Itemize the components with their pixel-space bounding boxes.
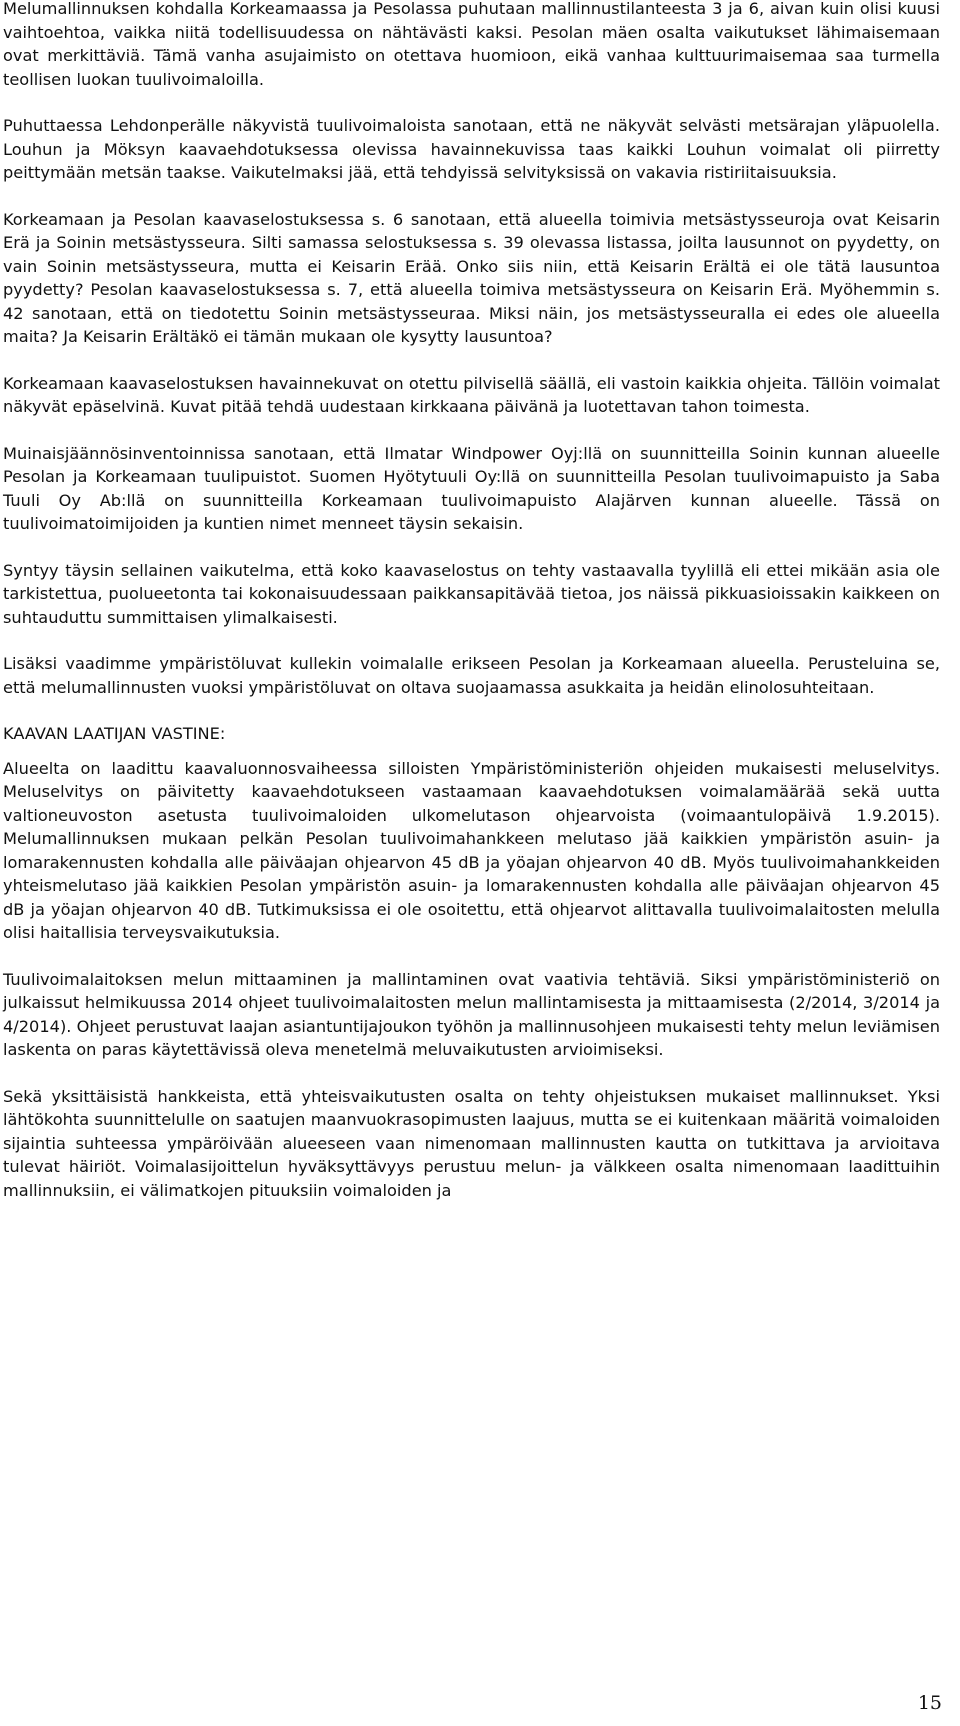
paragraph-photomontages: Korkeamaan kaavaselostuksen havainnekuvat on otettu pilvisellä säällä, eli vastoin kaikkia ohjeita. Tällöin voimalat näkyvät epäselvinä. Kuvat pitää tehdä uudestaan kirkkaana päivänä ja luotettavan tahon toimesta. bbox=[3, 373, 940, 416]
page-number: 15 bbox=[917, 1692, 942, 1714]
paragraph-lehdonpera-visibility: Puhuttaessa Lehdonperälle näkyvistä tuulivoimaloista sanotaan, että ne näkyvät selvästi metsärajan yläpuolella. Louhun ja Möksyn kaavaehdotuksessa olevissa havainnekuvissa taas kaikki Louhun voimalat oli piirretty peittymään metsän taakse. Vaikutelmaksi jää, että tehdyissä selvityksissä on vakavia ristiriitaisuuksia. bbox=[3, 116, 940, 182]
paragraph-environmental-permits: Lisäksi vaadimme ympäristöluvat kullekin voimalalle erikseen Pesolan ja Korkeamaan alueella. Perusteluina se, että melumallinnusten vuoksi ympäristöluvat on oltava suojaamassa asukkaita ja heidän elinolosuhteitaan. bbox=[3, 654, 940, 697]
paragraph-noise-modelling: Melumallinnuksen kohdalla Korkeamaassa ja Pesolassa puhutaan mallinnustilanteesta 3 ja 6, aivan kuin olisi kuusi vaihtoehtoa, vaikka niitä todellisuudessa on nähtävästi kaksi. Pesolan mäen osalta vaikutukset lähimaisemaan ovat merkittäviä. Tämä vanha asujaimisto on otettava huomioon, eikä vanhaa kulttuurimaisemaa saa turmella teollisen luokan tuulivoimaloilla. bbox=[3, 0, 940, 89]
paragraph-hunting-clubs: Korkeamaan ja Pesolan kaavaselostuksessa s. 6 sanotaan, että alueella toimivia metsästysseuroja ovat Keisarin Erä ja Soinin metsästysseura. Silti samassa selostuksessa s. 39 olevassa listassa, joilta lausunnot on pyydetty, on vain Soinin metsästysseura, mutta ei Keisarin Erää. Onko siis niin, että Keisarin Erältä ei ole tätä lausuntoa pyydetty? Pesolan kaavaselostuksessa s. 7, että alueella toimiva metsästysseura on Keisarin Erä. Myöhemmin s. 42 sanotaan, että on tiedotettu Soinin metsästysseuraa. Miksi näin, jos metsästysseuralla ei edes ole alueella maita? Ja Keisarin Erältäkö ei tämän mukaan ole kysytty lausuntoa? bbox=[3, 209, 940, 346]
paragraph-archaeological-inventory: Muinaisjäännösinventoinnissa sanotaan, että Ilmatar Windpower Oyj:llä on suunnitteilla Soinin kunnan alueelle Pesolan ja Korkeamaan tuulipuistot. Suomen Hyötytuuli Oy:llä on suunnitteilla Pesolan tuulivoimapuisto ja Saba Tuuli Oy Ab:llä on suunnitteilla Korkeamaan tuulivoimapuisto Alajärven kunnan alueelle. Tässä on tuulivoimatoimijoiden ja kuntien nimet menneet täysin sekaisin. bbox=[3, 443, 940, 533]
paragraph-overall-impression: Syntyy täysin sellainen vaikutelma, että koko kaavaselostus on tehty vastaavalla tyylillä eli ettei mikään asia ole tarkistettua, puolueetonta tai kokonaisuudessaan paikkansapitävää tietoa, jos näissä pikkuasioissakin kaikkeen on suhtauduttu summittaisen ylimalkaisesti. bbox=[3, 560, 940, 627]
section-heading: KAAVAN LAATIJAN VASTINE: bbox=[3, 724, 226, 743]
paragraph-response-modelling: Sekä yksittäisistä hankkeista, että yhteisvaikutusten osalta on tehty ohjeistuksen mukaiset mallinnukset. Yksi lähtökohta suunnittelulle on saatujen maanvuokrasopimusten laajuus, mutta se ei kuitenkaan määritä voimaloiden sijaintia suhteessa ympäröivään alueeseen vaan nimenomaan mallinnusten kautta on tutkittava ja arvioitava tulevat häiriöt. Voimalasijoittelun hyväksyttävyys perustuu melun- ja välkkeen osalta nimenomaan laadittuihin mallinnuksiin, ei välimatkojen pituuksiin voimaloiden ja bbox=[3, 1086, 940, 1200]
paragraph-response-noise-survey: Alueelta on laadittu kaavaluonnosvaiheessa silloisten Ympäristöministeriön ohjeiden mukaisesti meluselvitys. Meluselvitys on päivitetty kaavaehdotukseen vastaamaan kaavaehdotuksen voimalamäärää sekä uutta valtioneuvoston asetusta tuulivoimaloiden ulkomelutason ohjearvoista (voimaantulopäivä 1.9.2015). Melumallinnuksen mukaan pelkän Pesolan tuulivoimahankkeen melutaso jää kaikkien ympäristön asuin- ja lomarakennusten kohdalla alle päiväajan ohjearvon 45 dB ja yöajan ohjearvon 40 dB. Myös tuulivoimahankkeiden yhteismelutaso jää kaikkien Pesolan ympäristön asuin- ja lomarakennusten kohdalla alle päiväajan ohjearvon 45 dB ja yöajan ohjearvon 40 dB. Tutkimuksissa ei ole osoitettu, että ohjearvot alittavalla tuulivoimalaitosten melulla olisi haitallisia terveysvaikutuksia. bbox=[3, 758, 940, 942]
paragraph-response-measurement: Tuulivoimalaitoksen melun mittaaminen ja mallintaminen ovat vaativia tehtäviä. Siksi ympäristöministeriö on julkaissut helmikuussa 2014 ohjeet tuulivoimalaitosten melun mallintamisesta ja mittaamisesta (2/2014, 3/2014 ja 4/2014). Ohjeet perustuvat laajan asiantuntijajoukon työhön ja mallinnusohjeen mukaisesti tehty melun leviämisen laskenta on paras käytettävissä oleva menetelmä meluvaikutusten arvioimiseksi. bbox=[3, 969, 940, 1059]
